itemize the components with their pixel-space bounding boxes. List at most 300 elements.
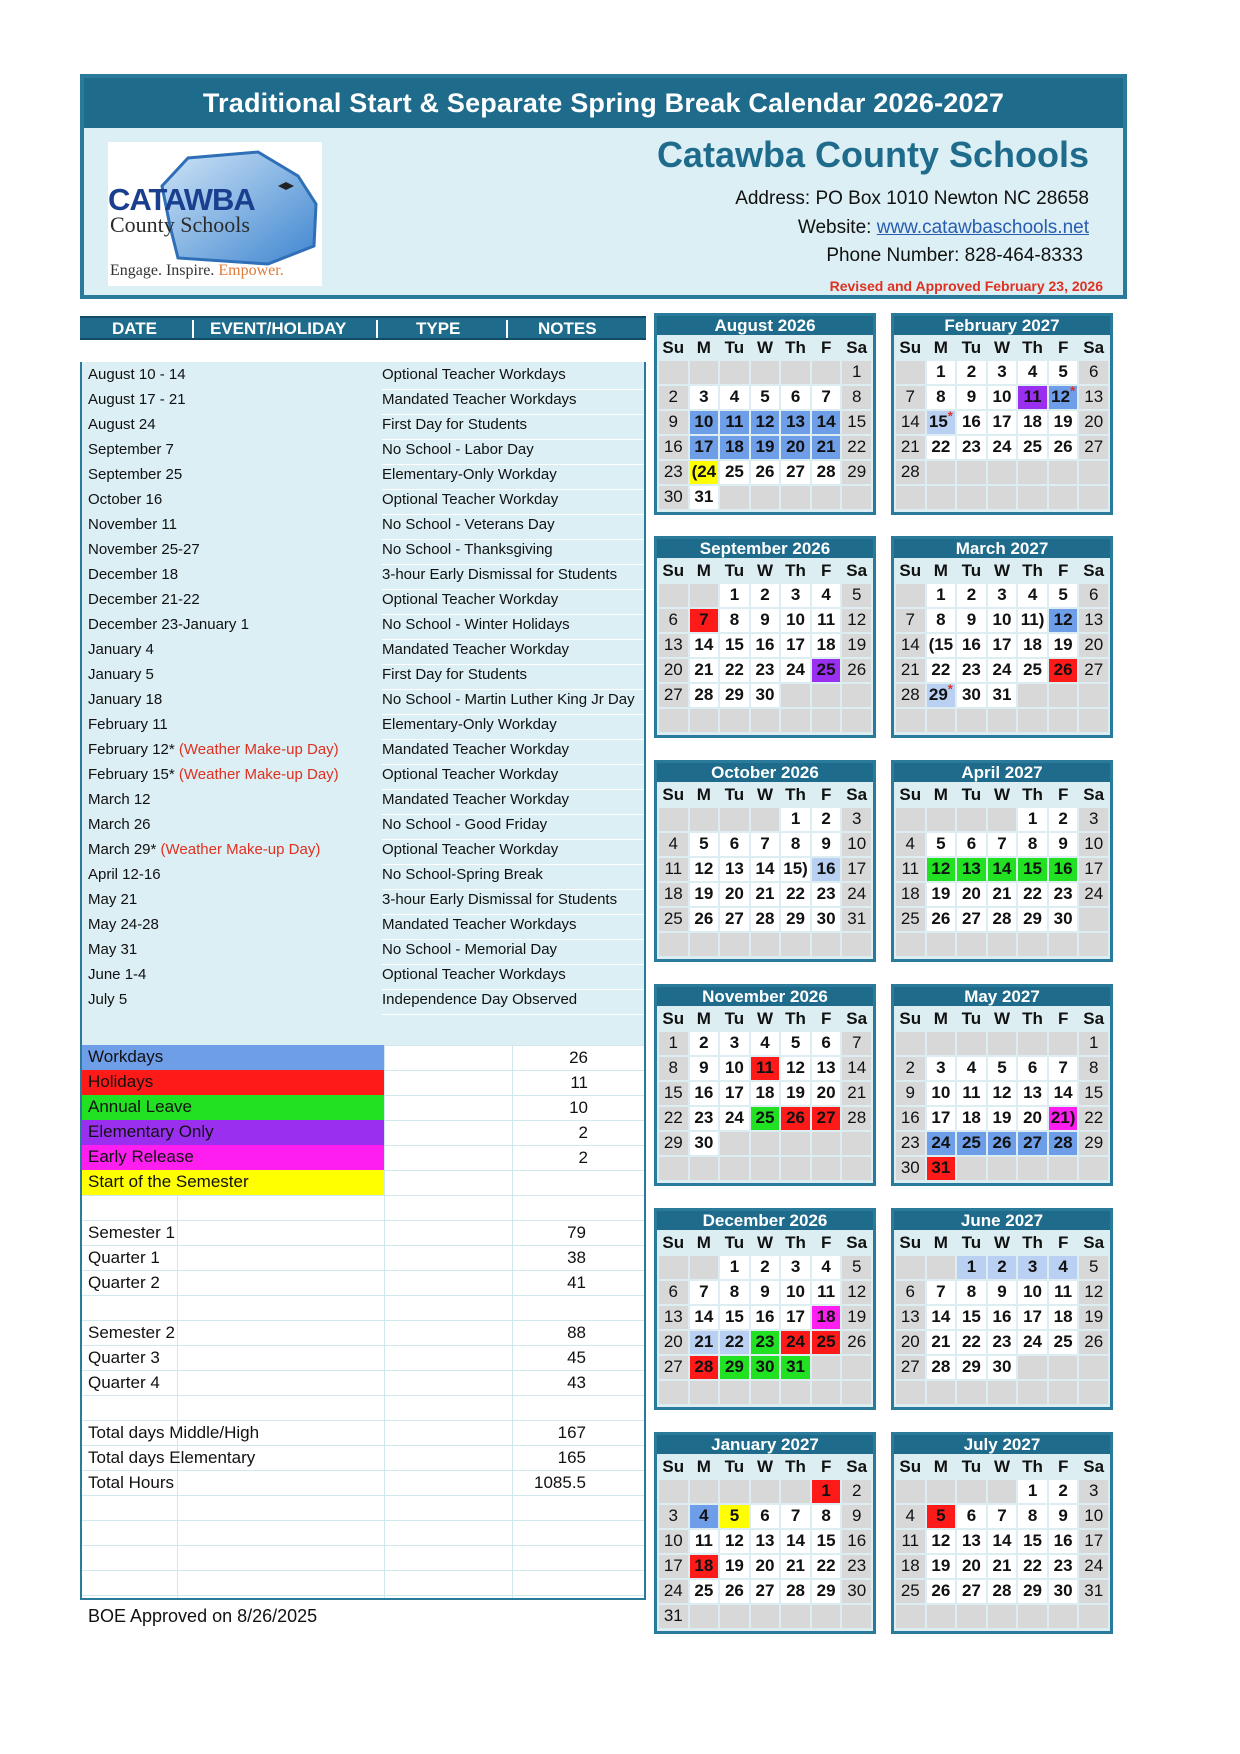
event-date xyxy=(88,766,339,783)
day-cell: 14 xyxy=(1049,1082,1078,1105)
day-cell: 18 xyxy=(690,1555,719,1578)
day-cell: 14 xyxy=(690,1306,719,1329)
day-cell: 26 xyxy=(988,1132,1017,1155)
day-cell: 4 xyxy=(1018,361,1047,384)
weekday-header: Th xyxy=(785,561,806,580)
empty-cell xyxy=(781,1157,810,1180)
empty-cell xyxy=(1079,933,1108,956)
col-notes: NOTES xyxy=(538,319,597,338)
grid-line xyxy=(82,1495,644,1496)
day-cell: 6 xyxy=(720,833,749,856)
event-date-text: May 31 xyxy=(88,941,138,958)
day-cell: 9 xyxy=(1049,833,1078,856)
month-calendar xyxy=(891,760,1113,962)
empty-cell xyxy=(842,684,871,707)
empty-cell xyxy=(1049,1032,1078,1055)
day-cell: 6 xyxy=(1079,361,1108,384)
month-title: September 2026 xyxy=(657,539,873,558)
event-type: No School-Spring Break xyxy=(382,866,644,890)
empty-cell xyxy=(927,1256,956,1279)
day-cell: 12 xyxy=(720,1530,749,1553)
day-cell: 15 xyxy=(659,1082,688,1105)
empty-cell xyxy=(842,1381,871,1404)
month-calendar xyxy=(891,536,1113,738)
day-cell: 11 xyxy=(751,1057,780,1080)
day-cell: 17 xyxy=(781,634,810,657)
event-type: No School - Good Friday xyxy=(382,816,644,840)
empty-cell xyxy=(690,1480,719,1503)
day-cell: 15 xyxy=(812,1530,841,1553)
event-type: Optional Teacher Workdays xyxy=(382,966,644,990)
event-row xyxy=(82,612,644,637)
grid-line xyxy=(82,1445,644,1446)
day-cell: 14 xyxy=(896,634,925,657)
day-cell: 28 xyxy=(896,461,925,484)
day-cell: 30 xyxy=(751,1356,780,1379)
day-cell: 15 xyxy=(1018,1530,1047,1553)
event-date xyxy=(88,516,177,533)
event-type: No School - Winter Holidays xyxy=(382,616,644,640)
event-row xyxy=(82,737,644,762)
event-row xyxy=(82,837,644,862)
day-cell: 1 xyxy=(1079,1032,1108,1055)
col-divider xyxy=(192,320,194,338)
day-cell: 20 xyxy=(1079,634,1108,657)
day-cell: 19 xyxy=(751,436,780,459)
event-row xyxy=(82,787,644,812)
empty-cell xyxy=(842,1605,871,1628)
event-row xyxy=(82,762,644,787)
day-cell: 26 xyxy=(781,1107,810,1130)
empty-cell xyxy=(927,486,956,509)
day-cell: 1 xyxy=(957,1256,986,1279)
event-row xyxy=(82,562,644,587)
event-date xyxy=(88,891,137,908)
day-cell: 23 xyxy=(690,1107,719,1130)
month-calendar xyxy=(654,313,876,515)
weekday-header: Tu xyxy=(961,1009,982,1028)
event-note: (Weather Make-up Day) xyxy=(178,766,339,783)
day-cell: 9 xyxy=(988,1281,1017,1304)
day-cell: 22 xyxy=(842,436,871,459)
day-cell: 1 xyxy=(1018,1480,1047,1503)
day-cell: 15) xyxy=(781,858,810,881)
empty-cell xyxy=(812,684,841,707)
day-cell: 17 xyxy=(1079,1530,1108,1553)
empty-cell xyxy=(659,1381,688,1404)
month-title: July 2027 xyxy=(894,1435,1110,1454)
weekday-header: W xyxy=(993,561,1011,580)
day-cell: 26 xyxy=(1049,436,1078,459)
day-cell: 4 xyxy=(751,1032,780,1055)
stat-value: 88 xyxy=(567,1323,586,1342)
month-calendar xyxy=(654,760,876,962)
day-cell: 31 xyxy=(659,1605,688,1628)
day-cell: 11 xyxy=(659,858,688,881)
month-title: March 2027 xyxy=(894,539,1110,558)
empty-cell xyxy=(988,461,1017,484)
grid-line xyxy=(82,1545,644,1546)
weekday-header: Su xyxy=(662,561,685,580)
day-cell: 19 xyxy=(1049,411,1078,434)
event-date-text: August 10 - 14 xyxy=(88,366,186,383)
day-cell: 17 xyxy=(690,436,719,459)
weekday-header: M xyxy=(933,561,948,580)
day-cell: 22 xyxy=(1018,1555,1047,1578)
day-cell: 29 xyxy=(720,684,749,707)
day-cell: 3 xyxy=(781,1256,810,1279)
empty-cell xyxy=(896,1256,925,1279)
day-cell: 6 xyxy=(659,1281,688,1304)
stat-label: Quarter 3 xyxy=(88,1348,160,1367)
day-cell: 25 xyxy=(1018,659,1047,682)
weekday-header: Su xyxy=(662,1457,685,1476)
empty-cell xyxy=(896,486,925,509)
col-type: TYPE xyxy=(416,319,461,338)
day-cell: 13 xyxy=(812,1057,841,1080)
day-cell: 12* xyxy=(1049,386,1078,409)
event-row xyxy=(82,812,644,837)
day-cell: 25 xyxy=(720,461,749,484)
weekday-header: W xyxy=(756,338,774,357)
day-cell: 15 xyxy=(720,1306,749,1329)
day-cell: 18 xyxy=(812,634,841,657)
day-cell: 3 xyxy=(1079,1480,1108,1503)
day-cell: 7 xyxy=(751,833,780,856)
weekday-header: Th xyxy=(1022,785,1043,804)
weekday-header: Tu xyxy=(724,338,745,357)
day-cell: 28 xyxy=(927,1356,956,1379)
day-cell: 22 xyxy=(927,436,956,459)
logo-word-catawba: CATAWBA xyxy=(108,182,255,217)
empty-cell xyxy=(1079,486,1108,509)
day-cell: 5 xyxy=(842,584,871,607)
day-cell: 23 xyxy=(988,1331,1017,1354)
empty-cell xyxy=(957,808,986,831)
event-date xyxy=(88,366,186,383)
day-cell: 29 xyxy=(957,1356,986,1379)
weekday-header: Tu xyxy=(961,1233,982,1252)
day-cell: 31 xyxy=(988,684,1017,707)
empty-cell xyxy=(781,1605,810,1628)
day-cell: 27 xyxy=(1079,436,1108,459)
empty-cell xyxy=(896,1032,925,1055)
day-cell: 12 xyxy=(988,1082,1017,1105)
day-cell: 18 xyxy=(751,1082,780,1105)
weekday-header: M xyxy=(696,785,711,804)
day-cell: 28 xyxy=(988,1580,1017,1603)
day-cell: 27 xyxy=(751,1580,780,1603)
event-date-text: January 4 xyxy=(88,641,154,658)
weekday-header: Su xyxy=(662,785,685,804)
weekday-header: F xyxy=(820,785,832,804)
weekday-header: Th xyxy=(1022,1233,1043,1252)
day-cell: 30 xyxy=(988,1356,1017,1379)
empty-cell xyxy=(659,1157,688,1180)
website-link[interactable]: www.catawbaschools.net xyxy=(876,217,1089,238)
day-cell: 26 xyxy=(842,1331,871,1354)
event-date-text: January 18 xyxy=(88,691,163,708)
day-cell: 10 xyxy=(988,609,1017,632)
weekday-header: Th xyxy=(785,338,806,357)
empty-cell xyxy=(659,361,688,384)
empty-cell xyxy=(1018,684,1047,707)
event-date-text: April 12-16 xyxy=(88,866,161,883)
day-cell: 20 xyxy=(659,1331,688,1354)
weekday-header: M xyxy=(696,1233,711,1252)
empty-cell xyxy=(988,808,1017,831)
weekday-header: Sa xyxy=(846,1233,868,1252)
col-divider xyxy=(506,320,508,338)
empty-cell xyxy=(659,933,688,956)
day-cell: 28 xyxy=(896,684,925,707)
event-row xyxy=(82,712,644,737)
event-date xyxy=(88,591,200,608)
day-cell: 5 xyxy=(1079,1256,1108,1279)
day-cell: 22 xyxy=(957,1331,986,1354)
empty-cell xyxy=(781,1480,810,1503)
day-cell: 10 xyxy=(988,386,1017,409)
weekday-header: Su xyxy=(662,1233,685,1252)
legend-item: Early Release xyxy=(82,1145,384,1170)
weekday-header: M xyxy=(933,1009,948,1028)
day-cell: 14 xyxy=(781,1530,810,1553)
col-event: EVENT/HOLIDAY xyxy=(210,319,347,338)
day-cell: 20 xyxy=(957,1555,986,1578)
weekday-header: Th xyxy=(785,1233,806,1252)
day-cell: 20 xyxy=(896,1331,925,1354)
day-cell: 8 xyxy=(957,1281,986,1304)
logo-tagline-a: Engage. Inspire. xyxy=(110,262,219,279)
day-cell: 11 xyxy=(1049,1281,1078,1304)
legend-item: Workdays xyxy=(82,1045,384,1070)
day-cell: 25 xyxy=(690,1580,719,1603)
empty-cell xyxy=(927,808,956,831)
event-type: First Day for Students xyxy=(382,666,644,690)
event-date-text: November 25-27 xyxy=(88,541,200,558)
empty-cell xyxy=(842,1132,871,1155)
day-cell: 21 xyxy=(896,436,925,459)
grid-line xyxy=(82,1295,644,1296)
weekday-header: Su xyxy=(899,561,922,580)
empty-cell xyxy=(1018,486,1047,509)
empty-cell xyxy=(812,1132,841,1155)
event-type: Mandated Teacher Workday xyxy=(382,641,644,665)
day-cell: 8 xyxy=(781,833,810,856)
day-cell: 20 xyxy=(1079,411,1108,434)
weekday-header: Tu xyxy=(961,561,982,580)
day-cell: 9 xyxy=(896,1082,925,1105)
day-cell: 7 xyxy=(896,386,925,409)
empty-cell xyxy=(896,1480,925,1503)
empty-cell xyxy=(751,1132,780,1155)
day-cell: 16 xyxy=(988,1306,1017,1329)
event-date xyxy=(88,691,162,708)
day-cell: 31 xyxy=(690,486,719,509)
day-cell: 14 xyxy=(988,858,1017,881)
logo-tagline-b: Empower. xyxy=(218,262,284,279)
day-cell: 13 xyxy=(957,1530,986,1553)
day-cell: 2 xyxy=(1049,1480,1078,1503)
day-cell: 25 xyxy=(957,1132,986,1155)
day-cell: 6 xyxy=(896,1281,925,1304)
event-type: Optional Teacher Workday xyxy=(382,841,644,865)
empty-cell xyxy=(957,933,986,956)
day-cell: 1 xyxy=(842,361,871,384)
event-row xyxy=(82,537,644,562)
month-grid xyxy=(894,782,1110,957)
day-cell: 1 xyxy=(927,361,956,384)
day-cell: 8 xyxy=(812,1505,841,1528)
day-cell: 3 xyxy=(659,1505,688,1528)
grid-line xyxy=(82,1470,644,1471)
empty-cell xyxy=(690,1157,719,1180)
empty-cell xyxy=(751,486,780,509)
weekday-header: M xyxy=(933,1233,948,1252)
day-cell: 18 xyxy=(1049,1306,1078,1329)
weekday-header: Th xyxy=(1022,1457,1043,1476)
month-title: February 2027 xyxy=(894,316,1110,335)
empty-cell xyxy=(781,361,810,384)
weekday-header: W xyxy=(756,561,774,580)
day-cell: 23 xyxy=(957,659,986,682)
event-date xyxy=(88,816,151,833)
legend-count: 11 xyxy=(570,1073,588,1092)
day-cell: 13 xyxy=(751,1530,780,1553)
empty-cell xyxy=(957,1605,986,1628)
month-grid xyxy=(657,782,873,957)
website-label: Website: xyxy=(797,217,877,238)
weekday-header: Tu xyxy=(724,1457,745,1476)
day-cell: 3 xyxy=(927,1057,956,1080)
month-calendar xyxy=(891,984,1113,1186)
event-date xyxy=(88,941,137,958)
empty-cell xyxy=(1018,1157,1047,1180)
day-cell: 8 xyxy=(1018,833,1047,856)
day-cell: 8 xyxy=(927,386,956,409)
empty-cell xyxy=(988,709,1017,732)
empty-cell xyxy=(1049,684,1078,707)
empty-cell xyxy=(842,1157,871,1180)
day-cell: 24 xyxy=(659,1580,688,1603)
day-cell: 30 xyxy=(812,908,841,931)
stat-label: Total days Elementary xyxy=(88,1448,256,1467)
day-cell: 16 xyxy=(751,634,780,657)
day-cell: 9 xyxy=(812,833,841,856)
weekday-header: W xyxy=(993,338,1011,357)
day-cell: 16 xyxy=(659,436,688,459)
event-date xyxy=(88,491,162,508)
day-cell: 17 xyxy=(1079,858,1108,881)
school-name: Catawba County Schools xyxy=(656,134,1089,175)
event-type: Optional Teacher Workdays xyxy=(382,366,644,390)
weekday-header: W xyxy=(756,785,774,804)
day-cell: 20 xyxy=(659,659,688,682)
weekday-header: Sa xyxy=(1083,785,1105,804)
empty-cell xyxy=(896,361,925,384)
day-cell: 5 xyxy=(1049,584,1078,607)
day-cell: 26 xyxy=(1079,1331,1108,1354)
empty-cell xyxy=(988,486,1017,509)
month-grid xyxy=(894,1006,1110,1181)
day-cell: 10 xyxy=(690,411,719,434)
day-cell: 23 xyxy=(751,1331,780,1354)
logo-word-county-schools: County Schools xyxy=(110,212,250,237)
day-cell: 31 xyxy=(1079,1580,1108,1603)
weekday-header: Sa xyxy=(1083,1233,1105,1252)
day-cell: 3 xyxy=(988,361,1017,384)
month-calendar xyxy=(654,984,876,1186)
event-type: Mandated Teacher Workdays xyxy=(382,916,644,940)
empty-cell xyxy=(659,808,688,831)
day-cell: 27 xyxy=(957,908,986,931)
day-cell: 3 xyxy=(988,584,1017,607)
month-title: May 2027 xyxy=(894,987,1110,1006)
day-cell: 8 xyxy=(1079,1057,1108,1080)
empty-cell xyxy=(720,933,749,956)
day-cell: 2 xyxy=(690,1032,719,1055)
grid-line xyxy=(82,1595,644,1596)
empty-cell xyxy=(659,1480,688,1503)
weekday-header: F xyxy=(820,1009,832,1028)
month-title: August 2026 xyxy=(657,316,873,335)
empty-cell xyxy=(957,461,986,484)
empty-cell xyxy=(927,933,956,956)
day-cell: 16 xyxy=(957,411,986,434)
empty-cell xyxy=(1018,1356,1047,1379)
day-cell: 29 xyxy=(812,1580,841,1603)
day-cell: 27 xyxy=(1079,659,1108,682)
day-cell: 2 xyxy=(957,584,986,607)
day-cell: 21 xyxy=(751,883,780,906)
day-cell: 6 xyxy=(957,1505,986,1528)
empty-cell xyxy=(781,684,810,707)
day-cell: 2 xyxy=(896,1057,925,1080)
day-cell: 22 xyxy=(781,883,810,906)
day-cell: 16 xyxy=(690,1082,719,1105)
day-cell: 27 xyxy=(812,1107,841,1130)
day-cell: (24 xyxy=(690,461,719,484)
empty-cell xyxy=(720,1605,749,1628)
event-date xyxy=(88,841,320,858)
event-row xyxy=(82,962,644,987)
event-row xyxy=(82,512,644,537)
day-cell: 12 xyxy=(1079,1281,1108,1304)
day-cell: 8 xyxy=(720,609,749,632)
day-cell: 18 xyxy=(896,1555,925,1578)
day-cell: 13 xyxy=(659,634,688,657)
day-cell: 22 xyxy=(1079,1107,1108,1130)
event-date-text: December 18 xyxy=(88,566,179,583)
day-cell: 26 xyxy=(927,1580,956,1603)
weekday-header: M xyxy=(696,561,711,580)
grid-line xyxy=(82,1420,644,1421)
day-cell: 31 xyxy=(781,1356,810,1379)
day-cell: 19 xyxy=(927,1555,956,1578)
month-calendar xyxy=(891,1208,1113,1410)
weekday-header: Tu xyxy=(724,785,745,804)
event-type: 3-hour Early Dismissal for Students xyxy=(382,566,644,590)
school-website xyxy=(798,217,1089,239)
logo-tagline xyxy=(110,262,284,280)
event-date xyxy=(88,966,146,983)
day-cell: 8 xyxy=(927,609,956,632)
day-cell: 12 xyxy=(1049,609,1078,632)
stat-value: 41 xyxy=(567,1273,586,1292)
stat-value: 38 xyxy=(567,1248,586,1267)
day-cell: 5 xyxy=(842,1256,871,1279)
day-cell: 5 xyxy=(690,833,719,856)
